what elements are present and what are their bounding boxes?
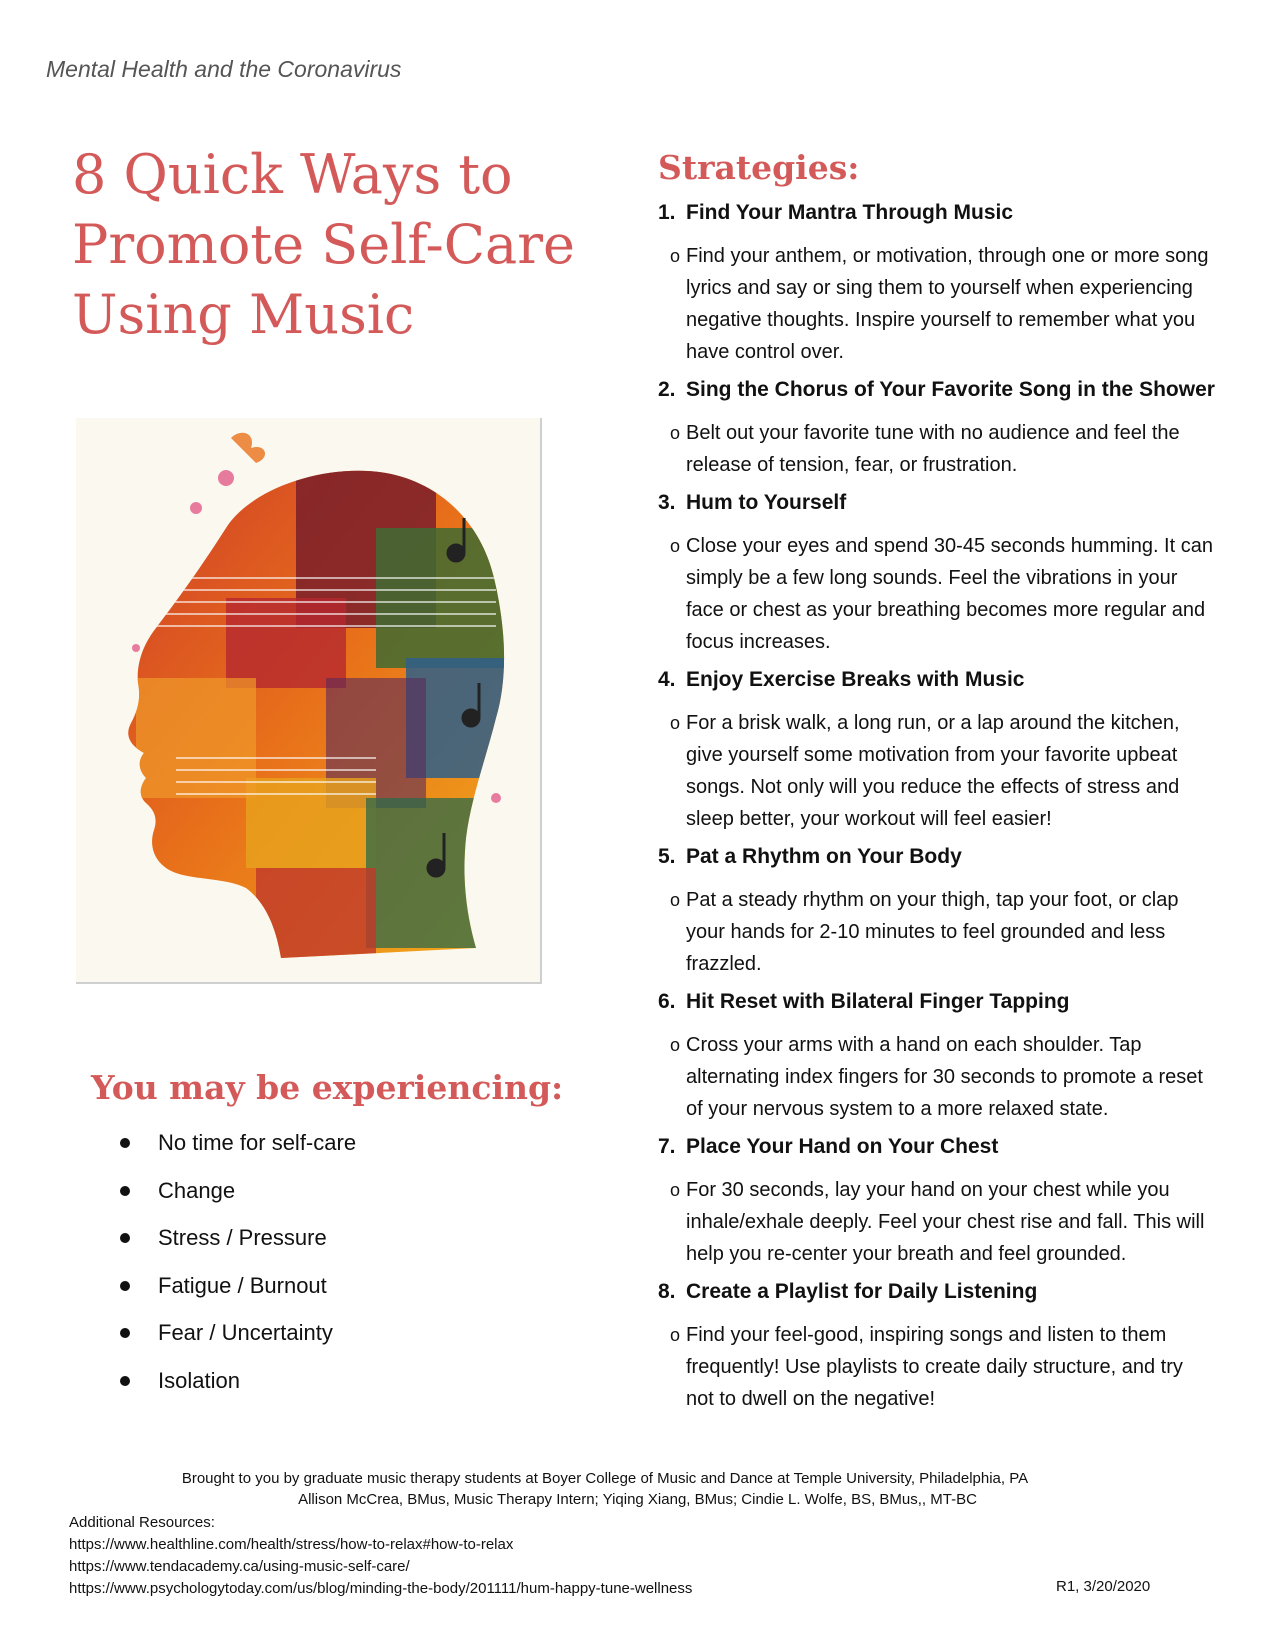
experiencing-list <box>118 1130 356 1415</box>
bullet-icon <box>120 1328 130 1338</box>
title-line: Promote Self-Care <box>72 213 576 276</box>
strategy-heading: 6. Hit Reset with Bilateral Finger Tapping <box>658 990 1070 1013</box>
strategy-heading: 1. Find Your Mantra Through Music <box>658 201 1014 224</box>
strategy-description: o Pat a steady rhythm on your thigh, tap your foot, or clap your hands for 2-10 minutes to feel grounded and less frazzled. <box>658 884 1216 980</box>
strategy-heading: 3. Hum to Yourself <box>658 491 847 514</box>
title-line: Using Music <box>72 283 415 346</box>
circle-bullet-icon: o <box>670 1035 681 1055</box>
strategy-item <box>658 199 1238 368</box>
strategy-item <box>658 666 1238 835</box>
strategy-heading: 7. Place Your Hand on Your Chest <box>658 1135 999 1158</box>
strategy-item <box>658 489 1238 658</box>
additional-resources <box>69 1512 692 1600</box>
strategy-item <box>658 1278 1238 1415</box>
list-item: Stress / Pressure <box>118 1225 356 1273</box>
circle-bullet-icon: o <box>670 246 681 266</box>
strategy-heading: 8. Create a Playlist for Daily Listening <box>658 1280 1038 1303</box>
circle-bullet-icon: o <box>670 713 681 733</box>
strategy-description: o Close your eyes and spend 30-45 seconds humming. It can simply be a few long sounds. Feel the vibrations in your face or chest as your breathing becomes more regular and focus increases. <box>658 530 1216 658</box>
strategies-list <box>658 199 1238 1423</box>
footer-credit <box>0 1468 1275 1510</box>
strategy-item <box>658 376 1238 481</box>
page-title <box>72 140 592 350</box>
experiencing-title: You may be experiencing: <box>91 1068 564 1107</box>
bullet-icon <box>120 1376 130 1386</box>
bullet-icon <box>120 1233 130 1243</box>
strategies-title: Strategies: <box>658 148 860 187</box>
circle-bullet-icon: o <box>670 536 681 556</box>
strategy-description: o Cross your arms with a hand on each shoulder. Tap alternating index fingers for 30 seconds to promote a reset of your nervous system to a more relaxed state. <box>658 1029 1216 1125</box>
strategy-heading: 2. Sing the Chorus of Your Favorite Song in the Shower <box>658 378 1215 401</box>
circle-bullet-icon: o <box>670 1180 681 1200</box>
circle-bullet-icon: o <box>670 890 681 910</box>
list-item: Fear / Uncertainty <box>118 1320 356 1368</box>
list-item: Fatigue / Burnout <box>118 1273 356 1321</box>
list-item: Change <box>118 1178 356 1226</box>
revision-date: R1, 3/20/2020 <box>1056 1578 1151 1595</box>
strategy-item <box>658 988 1238 1125</box>
strategy-heading: 5. Pat a Rhythm on Your Body <box>658 845 962 868</box>
strategy-item <box>658 1133 1238 1270</box>
list-item: Isolation <box>118 1368 356 1416</box>
strategy-description: o Find your anthem, or motivation, through one or more song lyrics and say or sing them to yourself when experiencing negative thoughts. Inspire yourself to remember what you have control over. <box>658 240 1216 368</box>
strategy-description: o For a brisk walk, a long run, or a lap around the kitchen, give yourself some motivation from your favorite upbeat songs. Not only will you reduce the effects of stress and sleep better, your workout will feel easier! <box>658 707 1216 835</box>
strategy-item <box>658 843 1238 980</box>
colorful-head-music-notes-illustration <box>76 418 542 984</box>
circle-bullet-icon: o <box>670 423 681 443</box>
circle-bullet-icon: o <box>670 1325 681 1345</box>
resources-label: Additional Resources: <box>69 1514 215 1531</box>
title-line: 8 Quick Ways to <box>72 143 513 206</box>
resource-link[interactable]: https://www.healthline.com/health/stress/how-to-relax#how-to-relax <box>69 1536 514 1553</box>
strategy-description: o For 30 seconds, lay your hand on your chest while you inhale/exhale deeply. Feel your chest rise and fall. This will help you re-center your breath and feel grounded. <box>658 1174 1216 1270</box>
credit-line: Allison McCrea, BMus, Music Therapy Intern; Yiqing Xiang, BMus; Cindie L. Wolfe, BS, BMus,, MT-BC <box>298 1491 977 1508</box>
bullet-icon <box>120 1281 130 1291</box>
strategy-description: o Belt out your favorite tune with no audience and feel the release of tension, fear, or frustration. <box>658 417 1216 481</box>
credit-line: Brought to you by graduate music therapy students at Boyer College of Music and Dance at Temple University, Philadelphia, PA <box>181 1470 1029 1487</box>
resource-link[interactable]: https://www.tendacademy.ca/using-music-self-care/ <box>69 1558 410 1575</box>
resource-link[interactable]: https://www.psychologytoday.com/us/blog/minding-the-body/201111/hum-happy-tune-wellness <box>69 1580 693 1597</box>
list-item: No time for self-care <box>118 1130 356 1178</box>
head-silhouette-icon <box>76 418 538 980</box>
bullet-icon <box>120 1138 130 1148</box>
page-header: Mental Health and the Coronavirus <box>46 56 402 82</box>
bullet-icon <box>120 1186 130 1196</box>
strategy-description: o Find your feel-good, inspiring songs and listen to them frequently! Use playlists to create daily structure, and try not to dwell on the negative! <box>658 1319 1216 1415</box>
strategy-heading: 4. Enjoy Exercise Breaks with Music <box>658 668 1025 691</box>
